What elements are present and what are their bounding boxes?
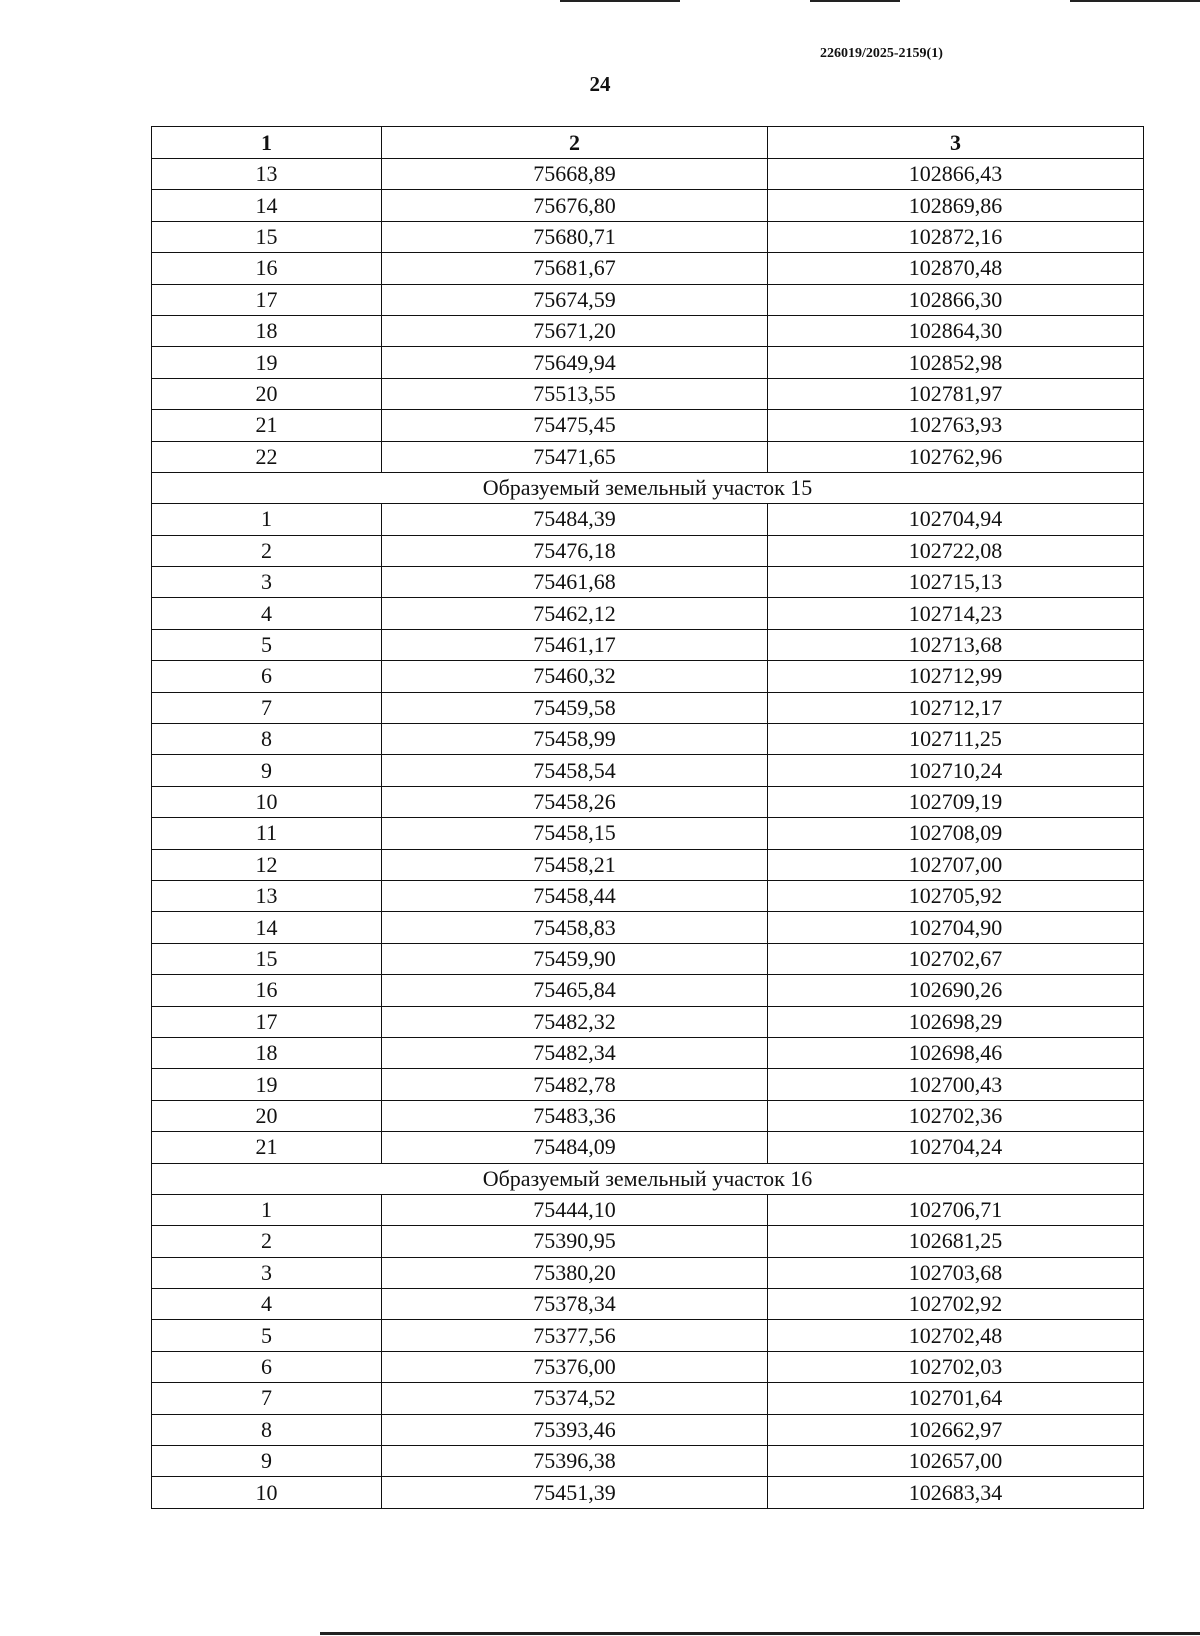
y-coordinate-cell: 102701,64 <box>768 1383 1144 1414</box>
x-coordinate-cell: 75380,20 <box>382 1257 768 1288</box>
x-coordinate-cell: 75390,95 <box>382 1226 768 1257</box>
table-row <box>152 1383 1144 1414</box>
y-coordinate-cell: 102702,36 <box>768 1100 1144 1131</box>
x-coordinate-cell: 75378,34 <box>382 1289 768 1320</box>
x-coordinate-cell: 75649,94 <box>382 347 768 378</box>
y-coordinate-cell: 102866,30 <box>768 284 1144 315</box>
table-row <box>152 1320 1144 1351</box>
y-coordinate-cell: 102706,71 <box>768 1194 1144 1225</box>
point-number-cell: 20 <box>152 1100 382 1131</box>
y-coordinate-cell: 102683,34 <box>768 1477 1144 1508</box>
x-coordinate-cell: 75458,15 <box>382 818 768 849</box>
x-coordinate-cell: 75458,99 <box>382 724 768 755</box>
y-coordinate-cell: 102762,96 <box>768 441 1144 472</box>
y-coordinate-cell: 102715,13 <box>768 567 1144 598</box>
x-coordinate-cell: 75461,68 <box>382 567 768 598</box>
x-coordinate-cell: 75458,21 <box>382 849 768 880</box>
x-coordinate-cell: 75484,39 <box>382 504 768 535</box>
y-coordinate-cell: 102700,43 <box>768 1069 1144 1100</box>
table-row <box>152 315 1144 346</box>
point-number-cell: 3 <box>152 567 382 598</box>
table-row <box>152 1006 1144 1037</box>
table-row <box>152 1414 1144 1445</box>
y-coordinate-cell: 102866,43 <box>768 159 1144 190</box>
table-row <box>152 159 1144 190</box>
column-header: 2 <box>382 127 768 159</box>
point-number-cell: 18 <box>152 1037 382 1068</box>
x-coordinate-cell: 75671,20 <box>382 315 768 346</box>
y-coordinate-cell: 102704,90 <box>768 912 1144 943</box>
table-row <box>152 692 1144 723</box>
point-number-cell: 12 <box>152 849 382 880</box>
point-number-cell: 19 <box>152 347 382 378</box>
table-row <box>152 1257 1144 1288</box>
table-header-row <box>152 127 1144 159</box>
x-coordinate-cell: 75458,83 <box>382 912 768 943</box>
table-row <box>152 567 1144 598</box>
scan-edge-bottom <box>320 1632 1200 1635</box>
y-coordinate-cell: 102722,08 <box>768 535 1144 566</box>
table-row <box>152 1132 1144 1163</box>
point-number-cell: 4 <box>152 598 382 629</box>
table-row <box>152 284 1144 315</box>
table-row <box>152 253 1144 284</box>
point-number-cell: 13 <box>152 159 382 190</box>
point-number-cell: 9 <box>152 1446 382 1477</box>
x-coordinate-cell: 75676,80 <box>382 190 768 221</box>
table-row <box>152 1100 1144 1131</box>
column-header: 1 <box>152 127 382 159</box>
table-row <box>152 912 1144 943</box>
table-row <box>152 190 1144 221</box>
point-number-cell: 2 <box>152 535 382 566</box>
table-row <box>152 1289 1144 1320</box>
y-coordinate-cell: 102781,97 <box>768 378 1144 409</box>
y-coordinate-cell: 102681,25 <box>768 1226 1144 1257</box>
x-coordinate-cell: 75461,17 <box>382 629 768 660</box>
table-row <box>152 504 1144 535</box>
point-number-cell: 7 <box>152 692 382 723</box>
table-row <box>152 1446 1144 1477</box>
x-coordinate-cell: 75458,26 <box>382 786 768 817</box>
point-number-cell: 1 <box>152 504 382 535</box>
y-coordinate-cell: 102710,24 <box>768 755 1144 786</box>
table-body <box>152 159 1144 1509</box>
point-number-cell: 10 <box>152 786 382 817</box>
table-row <box>152 786 1144 817</box>
point-number-cell: 11 <box>152 818 382 849</box>
scan-edge-top-1 <box>560 0 680 2</box>
y-coordinate-cell: 102763,93 <box>768 410 1144 441</box>
y-coordinate-cell: 102704,24 <box>768 1132 1144 1163</box>
table-row <box>152 849 1144 880</box>
table-row <box>152 975 1144 1006</box>
y-coordinate-cell: 102712,17 <box>768 692 1144 723</box>
table-row <box>152 221 1144 252</box>
point-number-cell: 13 <box>152 880 382 911</box>
table-row <box>152 1194 1144 1225</box>
point-number-cell: 19 <box>152 1069 382 1100</box>
x-coordinate-cell: 75482,32 <box>382 1006 768 1037</box>
x-coordinate-cell: 75681,67 <box>382 253 768 284</box>
x-coordinate-cell: 75459,90 <box>382 943 768 974</box>
document-id: 226019/2025-2159(1) <box>820 46 943 61</box>
point-number-cell: 7 <box>152 1383 382 1414</box>
y-coordinate-cell: 102708,09 <box>768 818 1144 849</box>
table-row <box>152 1037 1144 1068</box>
y-coordinate-cell: 102869,86 <box>768 190 1144 221</box>
x-coordinate-cell: 75458,54 <box>382 755 768 786</box>
y-coordinate-cell: 102698,46 <box>768 1037 1144 1068</box>
table-row <box>152 755 1144 786</box>
x-coordinate-cell: 75476,18 <box>382 535 768 566</box>
table-row <box>152 629 1144 660</box>
table-row <box>152 347 1144 378</box>
point-number-cell: 14 <box>152 912 382 943</box>
point-number-cell: 15 <box>152 221 382 252</box>
y-coordinate-cell: 102703,68 <box>768 1257 1144 1288</box>
x-coordinate-cell: 75376,00 <box>382 1351 768 1382</box>
y-coordinate-cell: 102872,16 <box>768 221 1144 252</box>
table-row <box>152 661 1144 692</box>
point-number-cell: 4 <box>152 1289 382 1320</box>
column-header: 3 <box>768 127 1144 159</box>
y-coordinate-cell: 102714,23 <box>768 598 1144 629</box>
y-coordinate-cell: 102709,19 <box>768 786 1144 817</box>
y-coordinate-cell: 102705,92 <box>768 880 1144 911</box>
x-coordinate-cell: 75374,52 <box>382 1383 768 1414</box>
table-row <box>152 441 1144 472</box>
point-number-cell: 17 <box>152 1006 382 1037</box>
point-number-cell: 5 <box>152 629 382 660</box>
x-coordinate-cell: 75396,38 <box>382 1446 768 1477</box>
section-title: Образуемый земельный участок 15 <box>152 472 1144 503</box>
x-coordinate-cell: 75668,89 <box>382 159 768 190</box>
x-coordinate-cell: 75458,44 <box>382 880 768 911</box>
table-row <box>152 1226 1144 1257</box>
y-coordinate-cell: 102711,25 <box>768 724 1144 755</box>
table-row <box>152 1477 1144 1508</box>
section-row <box>152 1163 1144 1194</box>
section-row <box>152 472 1144 503</box>
point-number-cell: 15 <box>152 943 382 974</box>
point-number-cell: 8 <box>152 1414 382 1445</box>
y-coordinate-cell: 102713,68 <box>768 629 1144 660</box>
table-row <box>152 943 1144 974</box>
point-number-cell: 14 <box>152 190 382 221</box>
point-number-cell: 22 <box>152 441 382 472</box>
y-coordinate-cell: 102662,97 <box>768 1414 1144 1445</box>
x-coordinate-cell: 75471,65 <box>382 441 768 472</box>
table-row <box>152 1351 1144 1382</box>
coordinates-table <box>151 126 1144 1509</box>
point-number-cell: 2 <box>152 1226 382 1257</box>
x-coordinate-cell: 75393,46 <box>382 1414 768 1445</box>
point-number-cell: 10 <box>152 1477 382 1508</box>
x-coordinate-cell: 75483,36 <box>382 1100 768 1131</box>
y-coordinate-cell: 102702,48 <box>768 1320 1144 1351</box>
point-number-cell: 21 <box>152 1132 382 1163</box>
point-number-cell: 18 <box>152 315 382 346</box>
x-coordinate-cell: 75451,39 <box>382 1477 768 1508</box>
y-coordinate-cell: 102864,30 <box>768 315 1144 346</box>
point-number-cell: 16 <box>152 253 382 284</box>
point-number-cell: 1 <box>152 1194 382 1225</box>
point-number-cell: 21 <box>152 410 382 441</box>
scan-edge-top-2 <box>810 0 900 2</box>
x-coordinate-cell: 75475,45 <box>382 410 768 441</box>
x-coordinate-cell: 75484,09 <box>382 1132 768 1163</box>
table-row <box>152 598 1144 629</box>
table-row <box>152 818 1144 849</box>
y-coordinate-cell: 102870,48 <box>768 253 1144 284</box>
table-row <box>152 880 1144 911</box>
x-coordinate-cell: 75444,10 <box>382 1194 768 1225</box>
x-coordinate-cell: 75459,58 <box>382 692 768 723</box>
x-coordinate-cell: 75465,84 <box>382 975 768 1006</box>
page-number: 24 <box>589 72 611 96</box>
point-number-cell: 6 <box>152 1351 382 1382</box>
y-coordinate-cell: 102702,03 <box>768 1351 1144 1382</box>
point-number-cell: 8 <box>152 724 382 755</box>
y-coordinate-cell: 102702,92 <box>768 1289 1144 1320</box>
y-coordinate-cell: 102702,67 <box>768 943 1144 974</box>
table-row <box>152 410 1144 441</box>
point-number-cell: 5 <box>152 1320 382 1351</box>
x-coordinate-cell: 75462,12 <box>382 598 768 629</box>
x-coordinate-cell: 75460,32 <box>382 661 768 692</box>
y-coordinate-cell: 102704,94 <box>768 504 1144 535</box>
table-row <box>152 535 1144 566</box>
x-coordinate-cell: 75513,55 <box>382 378 768 409</box>
x-coordinate-cell: 75482,34 <box>382 1037 768 1068</box>
y-coordinate-cell: 102657,00 <box>768 1446 1144 1477</box>
table-row <box>152 1069 1144 1100</box>
scan-edge-top-3 <box>1070 0 1200 2</box>
y-coordinate-cell: 102712,99 <box>768 661 1144 692</box>
point-number-cell: 20 <box>152 378 382 409</box>
table-row <box>152 378 1144 409</box>
point-number-cell: 16 <box>152 975 382 1006</box>
x-coordinate-cell: 75674,59 <box>382 284 768 315</box>
section-title: Образуемый земельный участок 16 <box>152 1163 1144 1194</box>
point-number-cell: 6 <box>152 661 382 692</box>
y-coordinate-cell: 102690,26 <box>768 975 1144 1006</box>
point-number-cell: 9 <box>152 755 382 786</box>
x-coordinate-cell: 75377,56 <box>382 1320 768 1351</box>
y-coordinate-cell: 102852,98 <box>768 347 1144 378</box>
x-coordinate-cell: 75482,78 <box>382 1069 768 1100</box>
y-coordinate-cell: 102698,29 <box>768 1006 1144 1037</box>
point-number-cell: 3 <box>152 1257 382 1288</box>
y-coordinate-cell: 102707,00 <box>768 849 1144 880</box>
x-coordinate-cell: 75680,71 <box>382 221 768 252</box>
point-number-cell: 17 <box>152 284 382 315</box>
table-row <box>152 724 1144 755</box>
